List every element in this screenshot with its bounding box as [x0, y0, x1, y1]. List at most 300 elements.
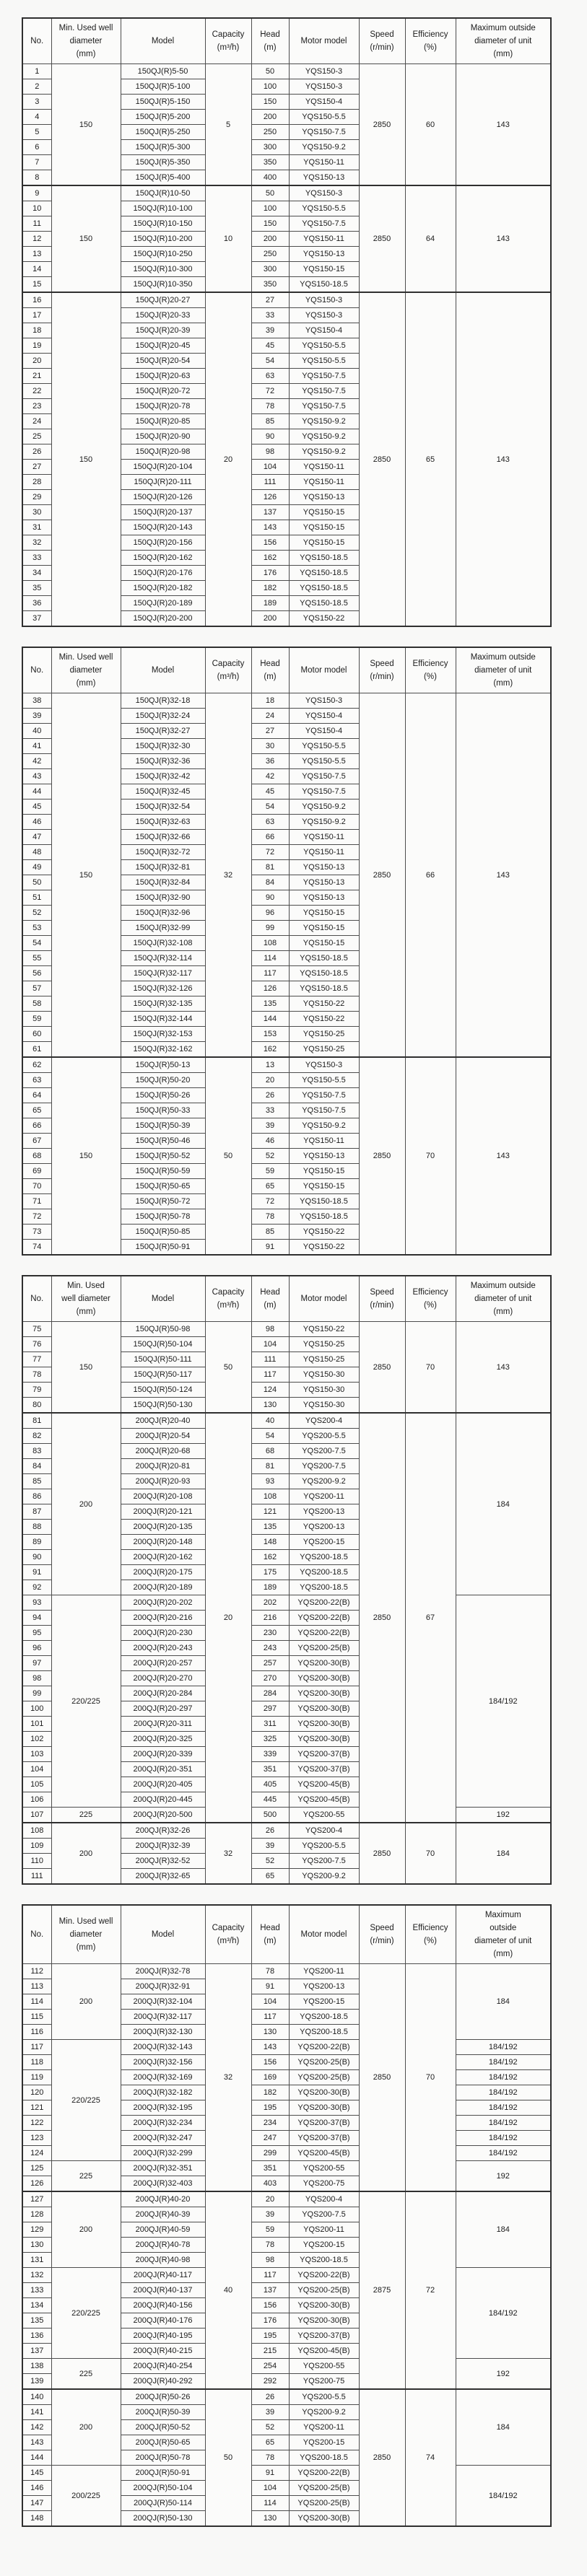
cell-max: 184/192: [456, 2146, 551, 2161]
cell-max: 184: [456, 2389, 551, 2466]
cell-model: 200QJ(R)20-500: [121, 1808, 205, 1823]
cell-motor: YQS150-25: [289, 1352, 359, 1367]
cell-model: 200QJ(R)20-68: [121, 1444, 205, 1459]
cell-no: 74: [22, 1240, 51, 1256]
cell-head: 13: [251, 1057, 289, 1073]
cell-no: 85: [22, 1474, 51, 1489]
cell-model: 150QJ(R)10-100: [121, 201, 205, 216]
cell-model: 150QJ(R)32-144: [121, 1012, 205, 1027]
cell-motor: YQS200-37(B): [289, 1747, 359, 1762]
cell-motor: YQS150-18.5: [289, 1209, 359, 1225]
cell-motor: YQS150-25: [289, 1027, 359, 1042]
cell-head: 150: [251, 216, 289, 232]
header-model: Model: [121, 1905, 205, 1964]
cell-speed: 2850: [359, 693, 405, 1058]
table-row: [22, 2389, 551, 2405]
cell-model: 200QJ(R)32-299: [121, 2146, 205, 2161]
cell-no: 29: [22, 490, 51, 505]
table-row: [22, 2191, 551, 2207]
cell-no: 55: [22, 951, 51, 966]
cell-model: 150QJ(R)20-200: [121, 611, 205, 627]
cell-model: 150QJ(R)32-27: [121, 724, 205, 739]
table-row: [22, 2359, 551, 2374]
cell-no: 32: [22, 535, 51, 551]
cell-no: 16: [22, 292, 51, 308]
cell-model: 150QJ(R)20-111: [121, 475, 205, 490]
table-row: [22, 1964, 551, 1979]
cell-head: 284: [251, 1686, 289, 1701]
cell-motor: YQS200-18.5: [289, 2010, 359, 2025]
cell-model: 150QJ(R)50-52: [121, 1149, 205, 1164]
cell-no: 132: [22, 2268, 51, 2283]
cell-motor: YQS200-30(B): [289, 2298, 359, 2313]
cell-model: 200QJ(R)20-257: [121, 1656, 205, 1671]
header-head: Head (m): [251, 18, 289, 64]
table-row: [22, 1322, 551, 1337]
cell-no: 86: [22, 1489, 51, 1504]
cell-motor: YQS150-18.5: [289, 596, 359, 611]
cell-motor: YQS150-3: [289, 185, 359, 201]
cell-model: 200QJ(R)40-98: [121, 2253, 205, 2268]
cell-model: 150QJ(R)20-182: [121, 581, 205, 596]
cell-no: 8: [22, 170, 51, 186]
cell-motor: YQS200-37(B): [289, 2116, 359, 2131]
cell-no: 63: [22, 1073, 51, 1088]
cell-motor: YQS200-18.5: [289, 1580, 359, 1595]
cell-diameter: 200: [51, 1964, 121, 2040]
cell-no: 52: [22, 906, 51, 921]
cell-no: 110: [22, 1854, 51, 1869]
cell-no: 44: [22, 784, 51, 799]
cell-model: 150QJ(R)20-78: [121, 399, 205, 414]
cell-head: 54: [251, 1429, 289, 1444]
cell-no: 104: [22, 1762, 51, 1777]
cell-capacity: 20: [205, 292, 251, 626]
cell-motor: YQS150-13: [289, 1149, 359, 1164]
cell-no: 3: [22, 95, 51, 110]
cell-head: 130: [251, 2025, 289, 2040]
cell-no: 5: [22, 125, 51, 140]
header-no: No.: [22, 18, 51, 64]
cell-capacity: 40: [205, 2191, 251, 2389]
cell-no: 120: [22, 2085, 51, 2100]
cell-motor: YQS150-25: [289, 1042, 359, 1058]
cell-no: 119: [22, 2070, 51, 2085]
cell-head: 24: [251, 709, 289, 724]
cell-no: 125: [22, 2161, 51, 2176]
cell-model: 200QJ(R)32-169: [121, 2070, 205, 2085]
cell-head: 243: [251, 1641, 289, 1656]
cell-model: 150QJ(R)50-130: [121, 1398, 205, 1414]
header-motor: Motor model: [289, 18, 359, 64]
header-model: Model: [121, 18, 205, 64]
cell-head: 63: [251, 369, 289, 384]
cell-head: 45: [251, 784, 289, 799]
cell-no: 62: [22, 1057, 51, 1073]
cell-head: 27: [251, 292, 289, 308]
table-body: [22, 1322, 551, 1885]
cell-motor: YQS200-30(B): [289, 1671, 359, 1686]
cell-head: 114: [251, 951, 289, 966]
cell-motor: YQS200-45(B): [289, 1777, 359, 1792]
cell-diameter: 150: [51, 1322, 121, 1414]
header-speed: Speed (r/min): [359, 1276, 405, 1322]
cell-no: 134: [22, 2298, 51, 2313]
cell-head: 189: [251, 1580, 289, 1595]
cell-no: 142: [22, 2420, 51, 2435]
cell-no: 124: [22, 2146, 51, 2161]
cell-model: 150QJ(R)50-117: [121, 1367, 205, 1383]
cell-motor: YQS150-5.5: [289, 354, 359, 369]
cell-head: 351: [251, 2161, 289, 2176]
cell-no: 21: [22, 369, 51, 384]
cell-max: 184: [456, 1964, 551, 2040]
cell-head: 351: [251, 1762, 289, 1777]
cell-max: 184/192: [456, 1595, 551, 1808]
cell-no: 80: [22, 1398, 51, 1414]
cell-model: 200QJ(R)40-254: [121, 2359, 205, 2374]
cell-max: 143: [456, 292, 551, 626]
cell-no: 17: [22, 308, 51, 323]
cell-no: 89: [22, 1535, 51, 1550]
cell-head: 176: [251, 566, 289, 581]
cell-model: 200QJ(R)50-26: [121, 2389, 205, 2405]
cell-head: 84: [251, 875, 289, 890]
cell-motor: YQS150-13: [289, 490, 359, 505]
cell-no: 70: [22, 1179, 51, 1194]
cell-model: 150QJ(R)20-39: [121, 323, 205, 338]
cell-speed: 2850: [359, 1057, 405, 1255]
cell-head: 50: [251, 185, 289, 201]
cell-model: 150QJ(R)50-91: [121, 1240, 205, 1256]
cell-no: 57: [22, 981, 51, 996]
cell-diameter: 225: [51, 2161, 121, 2192]
cell-head: 81: [251, 1459, 289, 1474]
cell-no: 99: [22, 1686, 51, 1701]
cell-head: 117: [251, 966, 289, 981]
cell-model: 200QJ(R)20-108: [121, 1489, 205, 1504]
cell-diameter: 150: [51, 64, 121, 186]
cell-no: 14: [22, 262, 51, 277]
cell-no: 100: [22, 1701, 51, 1717]
cell-motor: YQS150-11: [289, 475, 359, 490]
cell-model: 150QJ(R)20-45: [121, 338, 205, 354]
cell-model: 150QJ(R)20-189: [121, 596, 205, 611]
cell-model: 150QJ(R)20-72: [121, 384, 205, 399]
cell-head: 311: [251, 1717, 289, 1732]
cell-head: 400: [251, 170, 289, 186]
cell-model: 150QJ(R)5-400: [121, 170, 205, 186]
cell-no: 145: [22, 2466, 51, 2481]
cell-motor: YQS200-5.5: [289, 2389, 359, 2405]
cell-no: 39: [22, 709, 51, 724]
cell-head: 59: [251, 2222, 289, 2238]
cell-model: 200QJ(R)20-325: [121, 1732, 205, 1747]
cell-head: 150: [251, 95, 289, 110]
cell-motor: YQS200-18.5: [289, 2253, 359, 2268]
header-head: Head (m): [251, 1276, 289, 1322]
cell-no: 33: [22, 551, 51, 566]
cell-efficiency: 64: [405, 185, 456, 292]
cell-head: 202: [251, 1595, 289, 1611]
cell-motor: YQS200-25(B): [289, 2283, 359, 2298]
cell-model: 200QJ(R)20-243: [121, 1641, 205, 1656]
cell-speed: 2850: [359, 1413, 405, 1823]
cell-no: 60: [22, 1027, 51, 1042]
cell-head: 325: [251, 1732, 289, 1747]
cell-no: 49: [22, 860, 51, 875]
cell-motor: YQS150-3: [289, 64, 359, 79]
cell-motor: YQS150-18.5: [289, 966, 359, 981]
cell-head: 153: [251, 1027, 289, 1042]
cell-motor: YQS150-18.5: [289, 566, 359, 581]
cell-head: 18: [251, 693, 289, 709]
cell-no: 133: [22, 2283, 51, 2298]
cell-no: 28: [22, 475, 51, 490]
cell-head: 300: [251, 262, 289, 277]
cell-max: 184: [456, 1413, 551, 1595]
cell-motor: YQS200-22(B): [289, 2466, 359, 2481]
cell-motor: YQS200-22(B): [289, 1611, 359, 1626]
table-row: [22, 185, 551, 201]
cell-no: 114: [22, 1994, 51, 2010]
cell-no: 53: [22, 921, 51, 936]
cell-model: 200QJ(R)32-52: [121, 1854, 205, 1869]
cell-no: 113: [22, 1979, 51, 1994]
cell-model: 150QJ(R)5-150: [121, 95, 205, 110]
cell-model: 150QJ(R)32-54: [121, 799, 205, 815]
cell-model: 200QJ(R)32-143: [121, 2040, 205, 2055]
cell-head: 78: [251, 2238, 289, 2253]
cell-diameter: 220/225: [51, 2040, 121, 2161]
cell-motor: YQS200-15: [289, 2435, 359, 2450]
cell-max: 184/192: [456, 2131, 551, 2146]
cell-max: 184/192: [456, 2055, 551, 2070]
cell-head: 234: [251, 2116, 289, 2131]
cell-motor: YQS200-55: [289, 1808, 359, 1823]
cell-motor: YQS150-18.5: [289, 951, 359, 966]
cell-no: 12: [22, 232, 51, 247]
cell-model: 200QJ(R)20-148: [121, 1535, 205, 1550]
cell-head: 40: [251, 1413, 289, 1429]
cell-motor: YQS150-3: [289, 308, 359, 323]
cell-model: 150QJ(R)20-104: [121, 460, 205, 475]
cell-no: 48: [22, 845, 51, 860]
cell-model: 150QJ(R)32-108: [121, 936, 205, 951]
cell-head: 104: [251, 1994, 289, 2010]
table-body: [22, 1964, 551, 2527]
cell-motor: YQS150-9.2: [289, 444, 359, 460]
cell-head: 78: [251, 1964, 289, 1979]
cell-head: 117: [251, 2268, 289, 2283]
cell-model: 200QJ(R)40-195: [121, 2329, 205, 2344]
cell-head: 121: [251, 1504, 289, 1520]
cell-model: 150QJ(R)32-24: [121, 709, 205, 724]
cell-motor: YQS150-15: [289, 921, 359, 936]
cell-diameter: 225: [51, 1808, 121, 1823]
cell-max: 143: [456, 693, 551, 1058]
cell-head: 162: [251, 1550, 289, 1565]
cell-motor: YQS200-22(B): [289, 2268, 359, 2283]
cell-no: 45: [22, 799, 51, 815]
cell-diameter: 150: [51, 292, 121, 626]
cell-motor: YQS150-7.5: [289, 384, 359, 399]
cell-head: 78: [251, 399, 289, 414]
cell-diameter: 200: [51, 2389, 121, 2466]
cell-motor: YQS150-11: [289, 460, 359, 475]
cell-model: 150QJ(R)20-176: [121, 566, 205, 581]
cell-head: 143: [251, 2040, 289, 2055]
cell-efficiency: 70: [405, 1057, 456, 1255]
header-efficiency: Efficiency (%): [405, 1905, 456, 1964]
cell-model: 200QJ(R)32-195: [121, 2100, 205, 2116]
cell-head: 216: [251, 1611, 289, 1626]
cell-no: 130: [22, 2238, 51, 2253]
cell-no: 42: [22, 754, 51, 769]
cell-motor: YQS150-22: [289, 1240, 359, 1256]
cell-motor: YQS200-37(B): [289, 2131, 359, 2146]
cell-head: 26: [251, 2389, 289, 2405]
cell-model: 200QJ(R)40-117: [121, 2268, 205, 2283]
cell-head: 46: [251, 1134, 289, 1149]
header-no: No.: [22, 1905, 51, 1964]
cell-no: 81: [22, 1413, 51, 1429]
cell-model: 150QJ(R)50-78: [121, 1209, 205, 1225]
cell-head: 108: [251, 936, 289, 951]
header-motor: Motor model: [289, 1276, 359, 1322]
cell-model: 200QJ(R)20-54: [121, 1429, 205, 1444]
cell-head: 292: [251, 2374, 289, 2390]
cell-no: 31: [22, 520, 51, 535]
cell-motor: YQS200-22(B): [289, 2040, 359, 2055]
cell-head: 169: [251, 2070, 289, 2085]
cell-no: 10: [22, 201, 51, 216]
cell-no: 141: [22, 2405, 51, 2420]
cell-no: 103: [22, 1747, 51, 1762]
cell-head: 65: [251, 2435, 289, 2450]
cell-diameter: 200: [51, 1413, 121, 1595]
header-no: No.: [22, 1276, 51, 1322]
cell-no: 68: [22, 1149, 51, 1164]
cell-head: 27: [251, 724, 289, 739]
cell-head: 52: [251, 1149, 289, 1164]
cell-model: 150QJ(R)50-65: [121, 1179, 205, 1194]
cell-capacity: 50: [205, 1057, 251, 1255]
cell-motor: YQS150-3: [289, 1057, 359, 1073]
cell-no: 90: [22, 1550, 51, 1565]
cell-motor: YQS200-7.5: [289, 1854, 359, 1869]
cell-model: 200QJ(R)20-162: [121, 1550, 205, 1565]
cell-motor: YQS150-9.2: [289, 429, 359, 444]
cell-head: 39: [251, 1118, 289, 1134]
cell-head: 50: [251, 64, 289, 79]
cell-head: 135: [251, 996, 289, 1012]
cell-model: 200QJ(R)20-189: [121, 1580, 205, 1595]
table-body: [22, 64, 551, 627]
cell-head: 162: [251, 551, 289, 566]
header-capacity: Capacity (m³/h): [205, 647, 251, 693]
cell-no: 7: [22, 155, 51, 170]
cell-motor: YQS200-75: [289, 2176, 359, 2192]
cell-model: 200QJ(R)40-20: [121, 2191, 205, 2207]
cell-speed: 2875: [359, 2191, 405, 2389]
cell-motor: YQS150-22: [289, 1012, 359, 1027]
cell-model: 150QJ(R)20-85: [121, 414, 205, 429]
cell-motor: YQS150-15: [289, 535, 359, 551]
cell-motor: YQS200-25(B): [289, 1641, 359, 1656]
cell-diameter: 220/225: [51, 1595, 121, 1808]
cell-no: 78: [22, 1367, 51, 1383]
cell-motor: YQS200-4: [289, 1823, 359, 1839]
cell-no: 37: [22, 611, 51, 627]
cell-head: 100: [251, 79, 289, 95]
cell-no: 77: [22, 1352, 51, 1367]
cell-motor: YQS150-15: [289, 1179, 359, 1194]
cell-head: 137: [251, 505, 289, 520]
cell-model: 150QJ(R)50-59: [121, 1164, 205, 1179]
cell-no: 131: [22, 2253, 51, 2268]
cell-motor: YQS200-30(B): [289, 1656, 359, 1671]
cell-model: 200QJ(R)20-405: [121, 1777, 205, 1792]
cell-head: 98: [251, 1322, 289, 1337]
cell-efficiency: 70: [405, 1823, 456, 1884]
cell-no: 108: [22, 1823, 51, 1839]
cell-head: 104: [251, 2481, 289, 2496]
cell-model: 150QJ(R)20-162: [121, 551, 205, 566]
cell-no: 20: [22, 354, 51, 369]
cell-no: 101: [22, 1717, 51, 1732]
cell-model: 150QJ(R)32-84: [121, 875, 205, 890]
cell-diameter: 200: [51, 2191, 121, 2268]
cell-model: 150QJ(R)50-85: [121, 1225, 205, 1240]
cell-model: 150QJ(R)50-98: [121, 1322, 205, 1337]
cell-motor: YQS200-25(B): [289, 2055, 359, 2070]
cell-motor: YQS150-4: [289, 323, 359, 338]
cell-head: 257: [251, 1656, 289, 1671]
cell-head: 52: [251, 1854, 289, 1869]
cell-diameter: 225: [51, 2359, 121, 2390]
cell-no: 58: [22, 996, 51, 1012]
cell-model: 150QJ(R)10-150: [121, 216, 205, 232]
cell-no: 38: [22, 693, 51, 709]
cell-no: 92: [22, 1580, 51, 1595]
cell-head: 39: [251, 2207, 289, 2222]
cell-no: 129: [22, 2222, 51, 2238]
cell-model: 150QJ(R)10-50: [121, 185, 205, 201]
cell-motor: YQS200-30(B): [289, 2511, 359, 2527]
cell-model: 200QJ(R)32-351: [121, 2161, 205, 2176]
cell-no: 102: [22, 1732, 51, 1747]
header-speed: Speed (r/min): [359, 1905, 405, 1964]
cell-model: 200QJ(R)20-93: [121, 1474, 205, 1489]
header-speed: Speed (r/min): [359, 18, 405, 64]
cell-model: 150QJ(R)20-63: [121, 369, 205, 384]
cell-model: 150QJ(R)20-90: [121, 429, 205, 444]
cell-model: 150QJ(R)32-81: [121, 860, 205, 875]
cell-max: 184: [456, 2191, 551, 2268]
cell-model: 200QJ(R)32-130: [121, 2025, 205, 2040]
cell-model: 200QJ(R)20-202: [121, 1595, 205, 1611]
cell-model: 150QJ(R)5-200: [121, 110, 205, 125]
cell-motor: YQS150-4: [289, 724, 359, 739]
cell-head: 124: [251, 1383, 289, 1398]
cell-motor: YQS200-30(B): [289, 2100, 359, 2116]
cell-model: 200QJ(R)32-39: [121, 1839, 205, 1854]
cell-model: 200QJ(R)50-114: [121, 2496, 205, 2511]
table-header: [22, 1276, 551, 1322]
cell-head: 176: [251, 2313, 289, 2329]
cell-head: 156: [251, 2055, 289, 2070]
